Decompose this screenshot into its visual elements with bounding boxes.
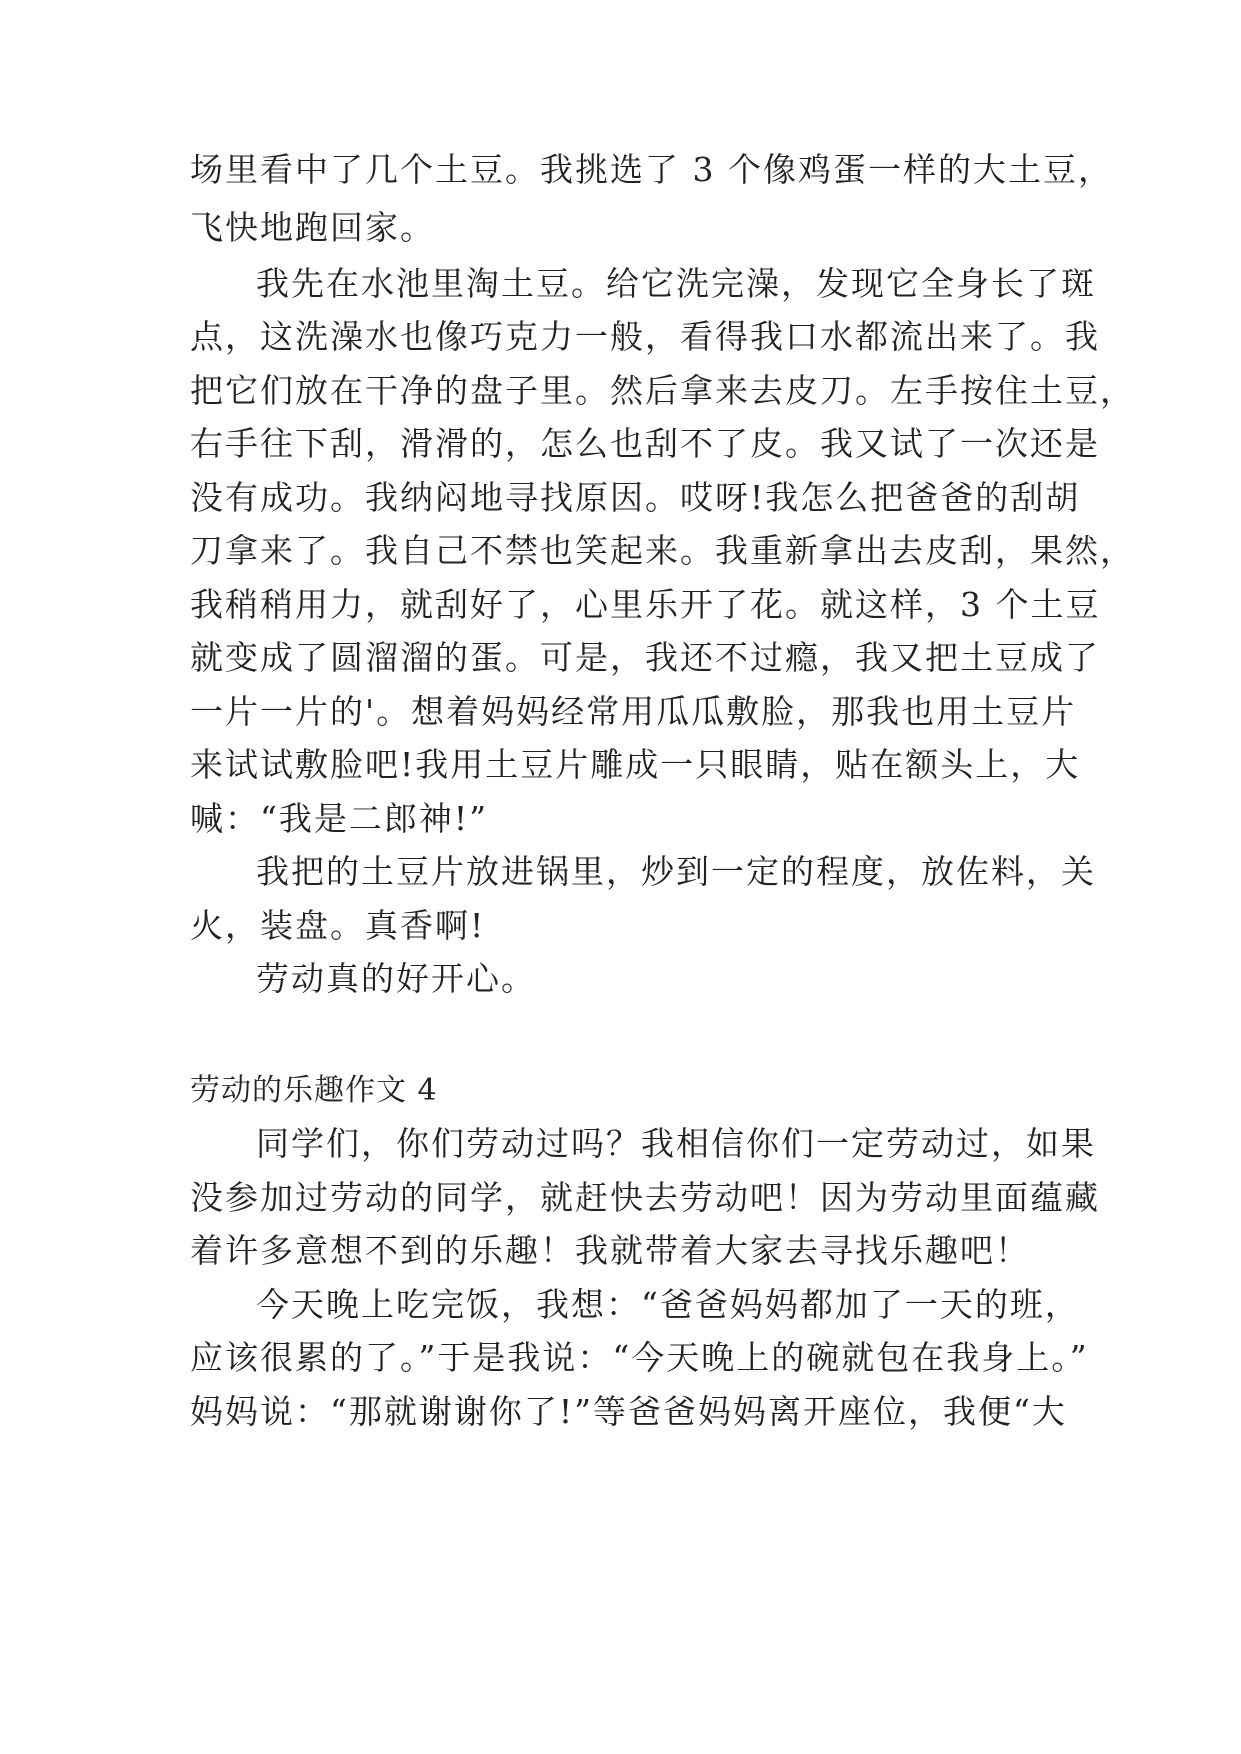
text-line: 应该很累的了。”于是我说：“今天晚上的碗就包在我身上。” [190, 1338, 1089, 1377]
text-line: 妈妈说：“那就谢谢你了!”等爸爸妈妈离开座位，我便“大 [190, 1392, 1067, 1431]
text-line: 没有成功。我纳闷地寻找原因。哎呀!我怎么把爸爸的刮胡 [190, 478, 1081, 517]
text-line: 喊：“我是二郎神!” [190, 799, 489, 838]
text-line: 没参加过劳动的同学，就赶快去劳动吧！因为劳动里面蕴藏 [190, 1178, 1100, 1217]
section-heading: 劳动的乐趣作文 4 [190, 1073, 438, 1108]
text-line: 今天晚上吃完饭，我想：“爸爸妈妈都加了一天的班， [256, 1285, 1080, 1324]
text-line: 就变成了圆溜溜的蛋。可是，我还不过瘾，我又把土豆成了 [190, 638, 1100, 677]
text-line: 把它们放在干净的盘子里。然后拿来去皮刀。左手按住土豆， [190, 371, 1135, 410]
text-line: 右手往下刮，滑滑的，怎么也刮不了皮。我又试了一次还是 [190, 424, 1100, 463]
text-line: 着许多意想不到的乐趣！我就带着大家去寻找乐趣吧！ [190, 1231, 1030, 1270]
text-line: 一片一片的'。想着妈妈经常用瓜瓜敷脸，那我也用土豆片 [190, 692, 1077, 731]
text-line: 同学们，你们劳动过吗？我相信你们一定劳动过，如果 [256, 1124, 1096, 1163]
text-line: 劳动真的好开心。 [256, 959, 536, 998]
text-line: 刀拿来了。我自己不禁也笑起来。我重新拿出去皮刮，果然， [190, 531, 1135, 570]
text-line: 来试试敷脸吧!我用土豆片雕成一只眼睛，贴在额头上，大 [190, 745, 1081, 784]
text-line: 点，这洗澡水也像巧克力一般，看得我口水都流出来了。我 [190, 317, 1100, 356]
text-line: 飞快地跑回家。 [190, 208, 435, 247]
text-line: 我把的土豆片放进锅里，炒到一定的程度，放佐料，关 [256, 852, 1096, 891]
text-line: 场里看中了几个土豆。我挑选了 3 个像鸡蛋一样的大土豆， [190, 150, 1113, 189]
text-line: 我稍稍用力，就刮好了，心里乐开了花。就这样，3 个土豆 [190, 585, 1101, 624]
text-line: 我先在水池里淘土豆。给它洗完澡，发现它全身长了斑 [256, 264, 1096, 303]
text-line: 火，装盘。真香啊! [190, 906, 486, 945]
